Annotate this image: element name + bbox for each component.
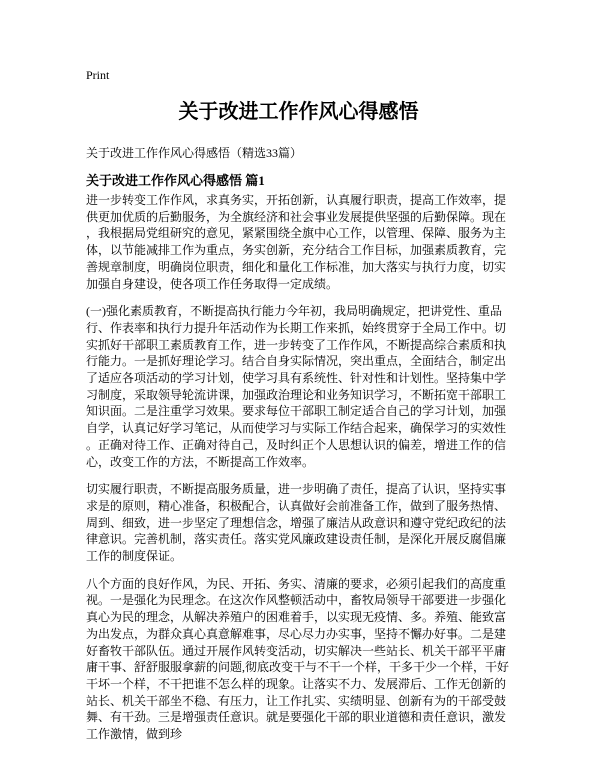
article-paragraph-4: 八个方面的良好作风，为民、开拓、务实、清廉的要求，必须引起我们的高度重视。一是强化为民理念。在这次作风整顿活动中，畜牧局领导干部要进一步强化真心为民的理念，从解决养殖户的困难着手，以实现无疫情、多。养殖、能致富为出发点，为群众真心真意解难事，尽心尽力办实事，坚持不懈办好事。二是建好畜牧干部队伍。通过开展作风转变活动，切实解决一些站长、机关干部平平庸庸干事、舒舒服服拿薪的问题,彻底改变干与不干一个样，干多干少一个样，干好干坏一个样，不干把谁不怎么样的现象。让落实不力、发展滞后、工作无创新的站长、机关干部坐不稳、有压力，让工作扎实、实绩明显、创新有为的干部受鼓舞、有干劲。三是增强责任意识。就是要强化干部的职业道德和责任意识，激发工作激情，做到珍 xyxy=(86,576,510,742)
section-heading: 关于改进工作作风心得感悟 篇1 xyxy=(86,173,265,188)
print-link[interactable]: Print xyxy=(86,68,110,82)
article-title: 关于改进工作作风心得感悟 xyxy=(178,101,419,123)
article-paragraph-3: 切实履行职责，不断提高服务质量，进一步明确了责任，提高了认识，坚持实事求是的原则，精心准备，积极配合，认真做好会前准备工作，做到了服务热情、周到、细致，进一步坚定了理想信念，增强了廉洁从政意识和遵守党纪政纪的法律意识。完善机制，落实责任。落实党风廉政建设责任制，是深化开展反腐倡廉工作的制度保证。 xyxy=(86,482,507,564)
article-paragraph-1: 进一步转变工作作风，求真务实，开拓创新，认真履行职责，提高工作效率，提供更加优质的后勤服务，为全旗经济和社会事业发展提供坚强的后勤保障。现在，我根据局党组研究的意见，紧紧围绕全旗中心工作，以管理、保障、服务为主体，以节能减排工作为重点，务实创新，充分结合工作目标，加强素质教育，完善规章制度，明确岗位职责，细化和量化工作标准，加大落实与执行力度，切实加强自身建设，使各项工作任务取得一定成绩。 xyxy=(86,193,507,291)
article-paragraph-2: (一)强化素质教育，不断提高执行能力今年初，我局明确规定，把讲党性、重品行、作表率和执行力提升年活动作为长期工作来抓，始终贯穿于全局工作中。切实抓好干部职工素质教育工作，进一步转变了工作作风，不断提高综合素质和执行能力。一是抓好理论学习。结合自身实际情况，突出重点，全面结合，制定出了适应各项活动的学习计划，使学习具有系统性、针对性和计划性。坚持集中学习制度，采取领导轮流讲课，加强政治理论和业务知识学习，不断拓宽干部职工知识面。二是注重学习效果。要求每位干部职工制定适合自己的学习计划，加强自学，认真记好学习笔记，从而使学习与实际工作结合起来，确保学习的实效性。正确对待工作、正确对待自己，及时纠正个人思想认识的偏差，增进工作的信心，改变工作的方法，不断提高工作效率。 xyxy=(86,304,507,469)
article-subtitle: 关于改进工作作风心得感悟（精选33篇） xyxy=(86,146,303,160)
